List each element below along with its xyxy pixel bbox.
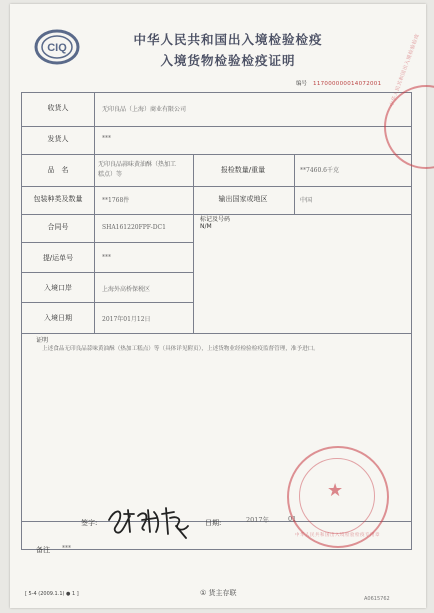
remark-label: 备注: [36, 546, 50, 554]
product-label: 品 名: [47, 166, 69, 174]
stamp-top-text: 中华人民共和国出入境检验检疫: [388, 32, 421, 108]
product-value-line2: 糕点）等: [98, 171, 123, 178]
bill-label: 提/运单号: [42, 254, 74, 262]
copy-label: ① 货主存联: [200, 589, 237, 597]
stamp-bottom-text: 中华人民共和国出入境检验检疫专用章: [295, 533, 380, 538]
contract-value: SHA161220FPF-DC1: [102, 224, 166, 231]
package-value: **1768件: [102, 197, 130, 204]
logo-text: CIQ: [47, 42, 67, 54]
certificate-text: 上述食品无印良品蒜味黄油酥（热加工糕点）等（具体详见附页），上述货物业经检验检疫监督管理，准予进口。: [42, 346, 319, 352]
stamp-star-icon: ★: [327, 480, 344, 501]
stamp-bottom: [287, 446, 389, 548]
sign-date-month: 01: [288, 515, 297, 523]
date-label: 日期:: [205, 519, 222, 527]
contract-label: 合同号: [47, 223, 69, 231]
remark-value: ***: [62, 545, 71, 552]
quantity-label: 报检数量/重量: [220, 166, 266, 174]
sign-label: 签字:: [81, 519, 98, 527]
package-label: 包装种类及数量: [33, 195, 83, 203]
mark-label: 标记及号码: [200, 216, 231, 223]
bill-value: ***: [102, 254, 111, 261]
serial-number: 117000000014072001: [313, 81, 382, 87]
sign-date-year: 2017年: [246, 516, 270, 524]
certificate-label: 证明: [36, 337, 49, 344]
document-subtitle: 入境货物检验检疫证明: [160, 53, 296, 68]
port-value: 上海外高桥保税区: [102, 286, 151, 293]
consignee-value: 无印良品（上海）商业有限公司: [102, 106, 187, 113]
quantity-value: **7460.6千克: [300, 167, 339, 174]
mark-value: N/M: [200, 223, 212, 230]
signature-image: [104, 502, 194, 542]
entry-date-value: 2017年01月12日: [102, 316, 151, 323]
document-title: 中华人民共和国出入境检验检疫: [133, 32, 323, 47]
ciq-logo: [34, 29, 80, 65]
consignor-value: ***: [102, 135, 111, 142]
consignee-label: 收货人: [47, 104, 69, 112]
consignor-label: 发货人: [47, 135, 69, 143]
port-label: 入境口岸: [44, 284, 72, 292]
origin-value: 中国: [300, 197, 313, 204]
form-code: [ 5-4 (2009.1.1) ● 1 ]: [25, 591, 79, 597]
entry-date-label: 入境日期: [44, 314, 72, 322]
form-serial: A0615762: [364, 596, 390, 602]
origin-label: 输出国家或地区: [218, 195, 268, 203]
serial-label: 编号: [296, 81, 308, 87]
product-value-line1: 无印良品蒜味黄油酥（热加工: [98, 161, 177, 168]
